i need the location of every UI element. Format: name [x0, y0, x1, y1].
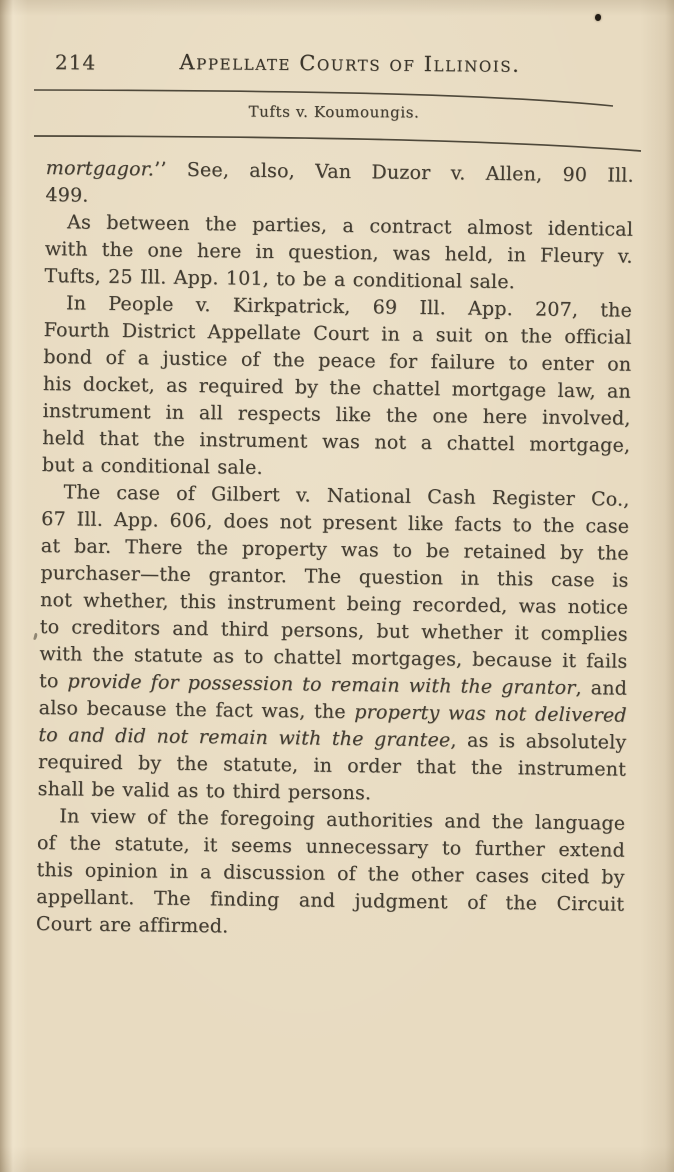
text-line: also because the fact was, the property was not delivered	[38, 696, 627, 727]
paragraph	[42, 290, 632, 487]
text-line: purchaser—the grantor. The question in this case is	[40, 561, 629, 592]
text-line: his docket, as required by the chattel mortgage law, an	[42, 372, 632, 403]
text-line: In view of the foregoing authorities and the language	[59, 805, 626, 835]
text-line: Court are affirmed.	[35, 912, 229, 938]
text-line: to and did not remain with the grantee, as is absolutely	[38, 723, 627, 754]
text-line: this opinion in a discussion of the other cases cited by	[36, 858, 625, 889]
text-line: but a conditional sale.	[41, 453, 263, 479]
bottom-rule	[34, 136, 641, 151]
paragraph	[44, 209, 633, 298]
text-line: appellant. The finding and judgment of the Circuit	[36, 885, 625, 916]
ink-speck	[33, 633, 38, 641]
paragraph	[38, 479, 630, 811]
text-line: required by the statute, in order that the instrument	[37, 750, 627, 781]
text-line: bond of a justice of the peace for failure to enter on	[43, 345, 632, 376]
page-number: 214	[54, 50, 97, 75]
text-line: The case of Gilbert v. National Cash Register Co.,	[63, 481, 630, 511]
header-rules	[0, 0, 674, 170]
case-caption: Tufts v. Koumoungis.	[248, 102, 420, 122]
text-line: 499.	[45, 183, 89, 207]
text-line: to provide for possession to remain with the grantor, and	[38, 669, 628, 700]
body-text	[36, 155, 634, 946]
running-title: Appellate Courts of Illinois.	[179, 50, 521, 77]
text-line: shall be valid as to third persons.	[37, 777, 372, 805]
text-line: with the one here in question, was held, in Fleury v.	[44, 237, 633, 268]
paragraph	[45, 155, 634, 217]
text-line: Fourth District Appellate Court in a suit on the official	[43, 318, 632, 349]
text-line: with the statute as to chattel mortgages, because it fails	[39, 642, 628, 673]
text-line: Tufts, 25 Ill. App. 101, to be a conditional sale.	[44, 264, 516, 294]
text-line: As between the parties, a contract almost identical	[66, 211, 634, 241]
text-line: 67 Ill. App. 606, does not present like facts to the case	[41, 507, 630, 538]
text-line: In People v. Kirkpatrick, 69 Ill. App. 207, the	[65, 292, 633, 322]
text-line: of the statute, it seems unnecessary to further extend	[36, 831, 626, 862]
text-line: to creditors and third persons, but whether it complies	[39, 615, 628, 646]
text-line: held that the instrument was not a chattel mortgage,	[42, 426, 631, 457]
text-line: instrument in all respects like the one here involved,	[42, 399, 631, 430]
paragraph	[36, 803, 626, 946]
text-line: at bar. There the property was to be retained by the	[40, 534, 629, 565]
text-line: not whether, this instrument being recorded, was notice	[40, 588, 629, 619]
text-line: mortgagor.’’ See, also, Van Duzor v. Allen, 90 Ill.	[45, 156, 634, 187]
